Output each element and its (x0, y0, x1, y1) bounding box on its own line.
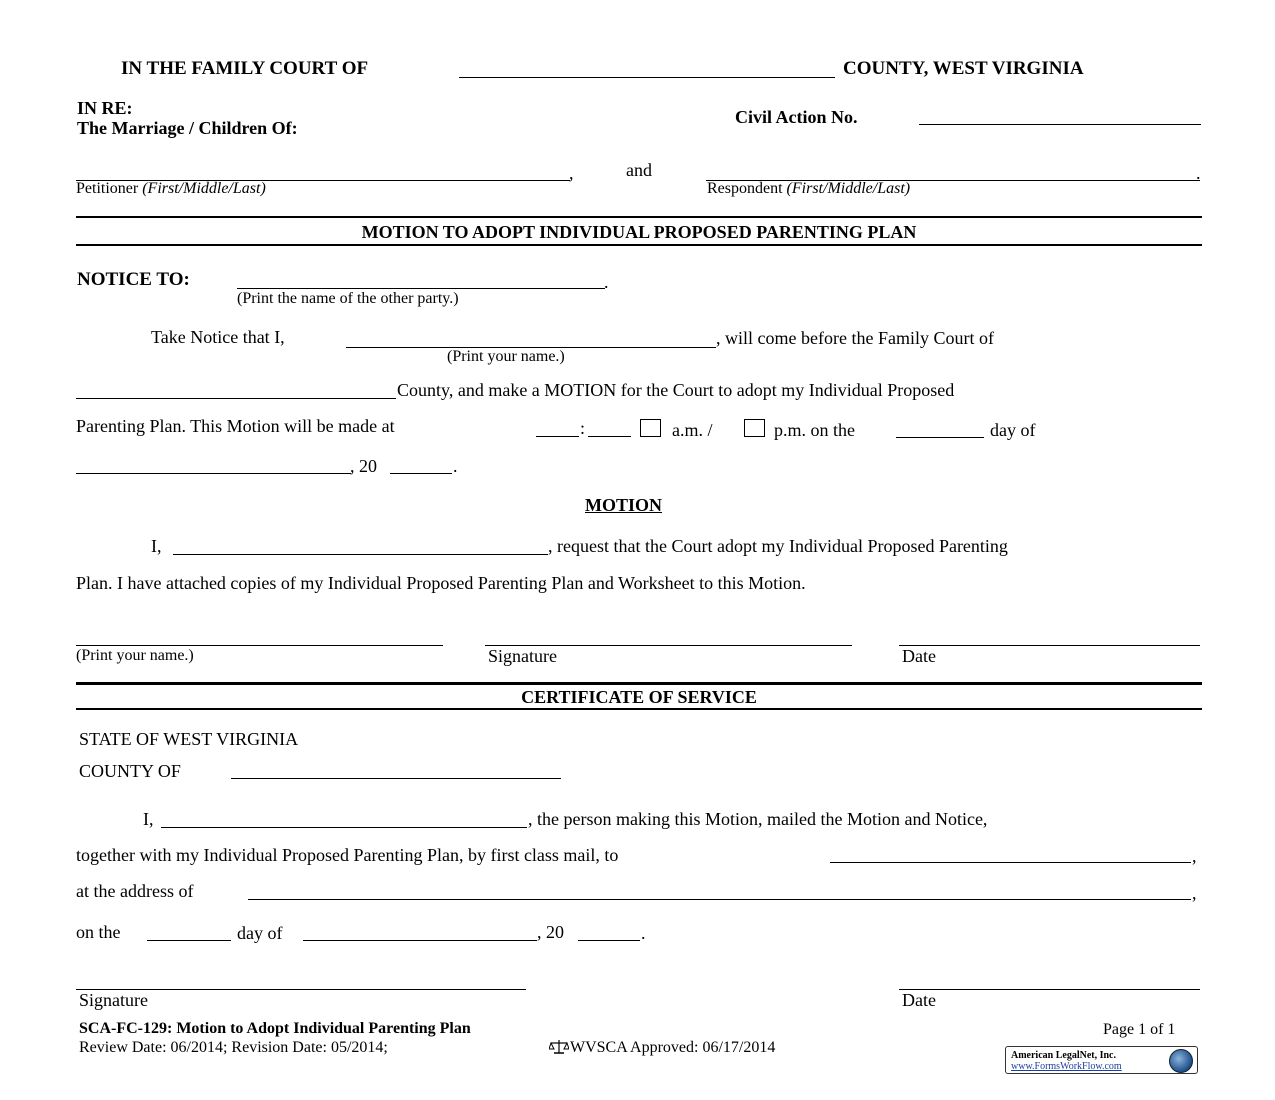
cert-together-text: together with my Individual Proposed Parenting Plan, by first class mail, to (76, 845, 619, 865)
motion-print-name-line[interactable] (76, 645, 443, 646)
time-colon: : (580, 418, 586, 438)
notice-to-label: NOTICE TO: (77, 269, 190, 290)
year-prefix: , 20 (350, 456, 377, 476)
american-legalnet-logo[interactable] (1005, 1046, 1198, 1074)
cert-year-prefix: , 20 (537, 922, 564, 942)
wvsca-approved: WVSCA Approved: 06/17/2014 (570, 1039, 776, 1056)
form-id: SCA-FC-129: Motion to Adopt Individual Parenting Plan (79, 1020, 471, 1037)
petitioner-comma: , (569, 163, 574, 183)
certificate-rule-bottom (76, 708, 1202, 710)
pm-label: p.m. on the (774, 420, 855, 440)
cert-person-text: , the person making this Motion, mailed the Motion and Notice, (528, 809, 988, 829)
cert-recipient-line[interactable] (830, 862, 1191, 863)
cert-date-caption: Date (902, 990, 936, 1010)
take-notice-text: Take Notice that I, (151, 327, 285, 347)
in-re-label: IN RE: (77, 98, 133, 118)
petitioner-label: Petitioner (76, 180, 139, 197)
state-of-label: STATE OF WEST VIRGINIA (79, 729, 299, 749)
state-label: COUNTY, WEST VIRGINIA (843, 58, 1084, 79)
logo-company: American LegalNet, Inc. (1011, 1050, 1116, 1061)
cert-county-line[interactable] (231, 778, 561, 779)
cert-day-of-label: day of (237, 923, 283, 943)
cert-year-period: . (641, 923, 646, 943)
county-motion-text: County, and make a MOTION for the Court to adopt my Individual Proposed (397, 380, 955, 400)
motion-date-caption: Date (902, 646, 936, 666)
and-label: and (626, 160, 652, 180)
court-label: IN THE FAMILY COURT OF (121, 58, 369, 79)
cert-on-the-label: on the (76, 922, 121, 942)
civil-action-line[interactable] (919, 124, 1201, 125)
am-label: a.m. / (672, 420, 713, 440)
respondent-hint: (First/Middle/Last) (786, 180, 911, 197)
motion-print-name-caption: (Print your name.) (76, 647, 194, 664)
cert-year-line[interactable] (578, 940, 640, 941)
other-party-hint: (Print the name of the other party.) (237, 290, 459, 307)
cert-address-label: at the address of (76, 881, 194, 901)
title-rule-bottom (76, 244, 1202, 246)
day-of-label: day of (990, 420, 1036, 440)
come-before-text: , will come before the Family Court of (716, 328, 994, 348)
cert-date-line[interactable] (899, 989, 1200, 990)
cert-address-comma: , (1192, 883, 1197, 903)
certificate-rule-top (76, 682, 1202, 685)
scales-icon (549, 1038, 569, 1056)
motion-request-text: , request that the Court adopt my Individual Proposed Parenting (548, 536, 1008, 556)
county-name-line[interactable] (459, 77, 835, 78)
motion-date-line[interactable] (899, 645, 1200, 646)
plan-time-text: Parenting Plan. This Motion will be made at (76, 416, 395, 436)
petitioner-hint: (First/Middle/Last) (142, 180, 266, 197)
page-number: Page 1 of 1 (1103, 1021, 1176, 1038)
civil-action-label: Civil Action No. (735, 107, 858, 127)
cert-day-line[interactable] (147, 940, 231, 941)
logo-url[interactable]: www.FormsWorkFlow.com (1011, 1061, 1122, 1072)
motion-signature-caption: Signature (488, 646, 557, 666)
cert-name-line[interactable] (161, 827, 527, 828)
petitioner-caption (76, 181, 266, 197)
hearing-year-line[interactable] (390, 473, 452, 474)
cert-address-line[interactable] (248, 899, 1191, 900)
cert-recipient-comma: , (1192, 846, 1197, 866)
other-party-line[interactable] (237, 288, 605, 289)
cert-signature-caption: Signature (79, 990, 148, 1010)
cert-i: I, (143, 809, 154, 829)
other-party-period: . (604, 272, 609, 292)
form-title: MOTION TO ADOPT INDIVIDUAL PROPOSED PARENTING PLAN (361, 222, 917, 242)
am-checkbox[interactable] (640, 419, 661, 437)
respondent-caption (707, 181, 910, 197)
hearing-day-line[interactable] (896, 437, 984, 438)
title-rule-top (76, 216, 1202, 218)
motion-i: I, (151, 536, 162, 556)
court-county-line[interactable] (76, 398, 396, 399)
minute-line[interactable] (588, 436, 631, 437)
certificate-heading: CERTIFICATE OF SERVICE (521, 687, 757, 707)
respondent-period: . (1196, 163, 1201, 183)
motion-heading: MOTION (585, 495, 663, 515)
pm-checkbox[interactable] (744, 419, 765, 437)
globe-icon (1169, 1049, 1193, 1073)
hearing-month-line[interactable] (76, 473, 351, 474)
your-name-hint: (Print your name.) (447, 348, 565, 365)
hour-line[interactable] (536, 436, 579, 437)
review-dates: Review Date: 06/2014; Revision Date: 05/2014; (79, 1039, 388, 1056)
marriage-of-label: The Marriage / Children Of: (77, 118, 298, 138)
motion-attached-text: Plan. I have attached copies of my Individual Proposed Parenting Plan and Worksheet to this Motion. (76, 573, 806, 593)
county-of-label: COUNTY OF (79, 761, 181, 781)
motion-name-line[interactable] (173, 554, 548, 555)
cert-month-line[interactable] (303, 940, 537, 941)
respondent-label: Respondent (707, 180, 783, 197)
year-period: . (453, 456, 458, 476)
